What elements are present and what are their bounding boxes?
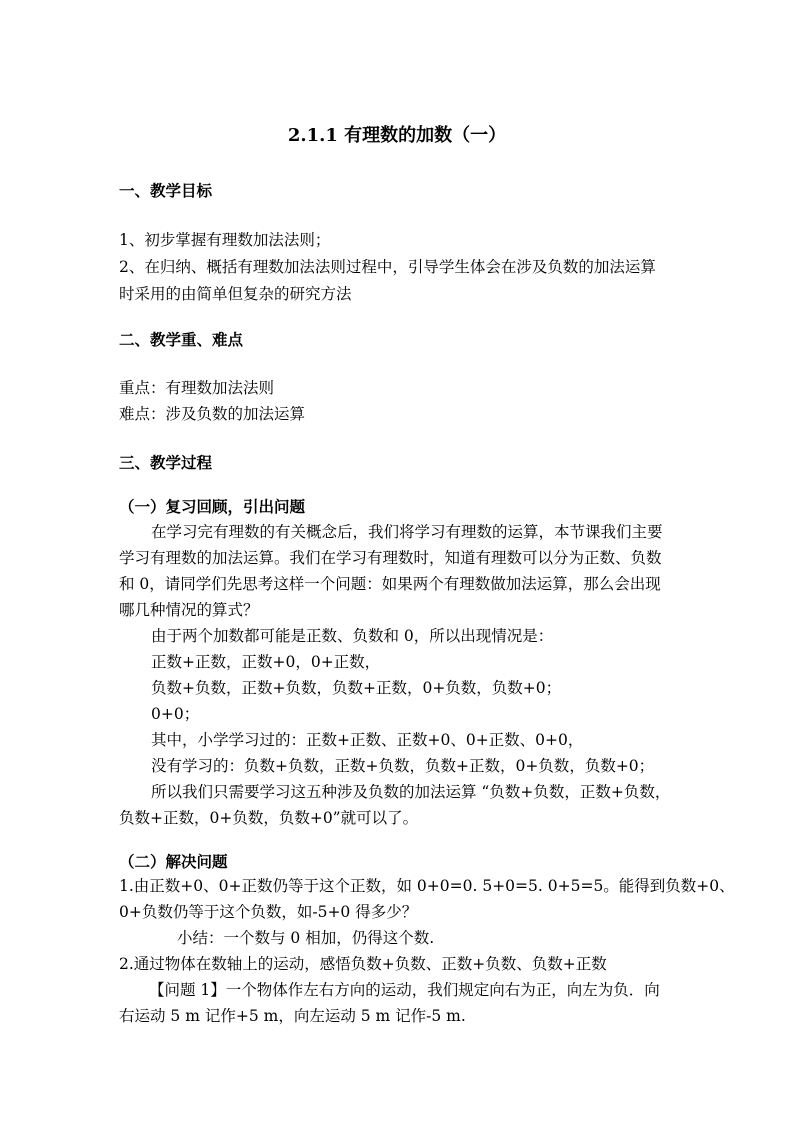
paragraph-line: 哪几种情况的算式？ bbox=[119, 601, 259, 619]
objective-item-2-cont: 时采用的由简单但复杂的研究方法 bbox=[119, 285, 352, 303]
problem-line: 右运动 5 m 记作+5 m，向左运动 5 m 记作-5 m. bbox=[119, 1007, 466, 1025]
paragraph-line: 在学习完有理数的有关概念后，我们将学习有理数的运算，本节课我们主要 bbox=[151, 523, 663, 541]
paragraph-line: 负数+负数，正数+负数，负数+正数，0+负数，负数+0； bbox=[151, 679, 562, 697]
paragraph-line: 学习有理数的加法运算。我们在学习有理数时，知道有理数可以分为正数、负数 bbox=[119, 549, 662, 567]
paragraph-line: 其中，小学学习过的：正数+正数、正数+0、0+正数、0+0， bbox=[151, 731, 584, 749]
paragraph-line: 0+0； bbox=[151, 705, 200, 723]
paragraph-line: 由于两个加数都可能是正数、负数和 0，所以出现情况是： bbox=[151, 627, 554, 645]
paragraph-line: 所以我们只需要学习这五种涉及负数的加法运算 “负数+负数，正数+负数， bbox=[151, 783, 671, 801]
summary-line: 小结：一个数与 0 相加，仍得这个数. bbox=[177, 929, 435, 947]
document-title: 2.1.1 有理数的加数（一） bbox=[287, 125, 507, 146]
paragraph-line: 2.通过物体在数轴上的运动，感悟负数+负数、正数+负数、负数+正数 bbox=[119, 955, 607, 973]
objective-item-2: 2、在归纳、概括有理数加法法则过程中，引导学生体会在涉及负数的加法运算 bbox=[119, 258, 656, 276]
paragraph-line: 负数+正数，0+负数，负数+0”就可以了。 bbox=[119, 809, 419, 827]
section-heading-objectives: 一、教学目标 bbox=[119, 181, 213, 200]
paragraph-line: 1.由正数+0、0+正数仍等于这个正数，如 0+0=0. 5+0=5. 0+5=5。能得到负数+0、 bbox=[119, 877, 735, 895]
paragraph-line: 没有学习的：负数+负数，正数+负数，负数+正数，0+负数，负数+0； bbox=[151, 757, 655, 775]
paragraph-line: 和 0，请同学们先思考这样一个问题：如果两个有理数做加法运算，那么会出现 bbox=[119, 575, 661, 593]
section-heading-key-points: 二、教学重、难点 bbox=[119, 330, 244, 349]
problem-line: 【问题 1】一个物体作左右方向的运动，我们规定向右为正，向左为负．向 bbox=[149, 981, 660, 999]
paragraph-line: 正数+正数，正数+0，0+正数， bbox=[151, 653, 381, 671]
difficult-point: 难点：涉及负数的加法运算 bbox=[119, 405, 306, 423]
subsection-heading-solve: （二）解决问题 bbox=[119, 852, 228, 871]
section-heading-process: 三、教学过程 bbox=[119, 453, 213, 472]
key-point: 重点：有理数加法法则 bbox=[119, 379, 275, 397]
objective-item-1: 1、初步掌握有理数加法法则； bbox=[119, 231, 331, 249]
subsection-heading-review: （一）复习回顾，引出问题 bbox=[119, 497, 306, 516]
paragraph-line: 0+负数仍等于这个负数，如-5+0 得多少？ bbox=[119, 903, 418, 921]
